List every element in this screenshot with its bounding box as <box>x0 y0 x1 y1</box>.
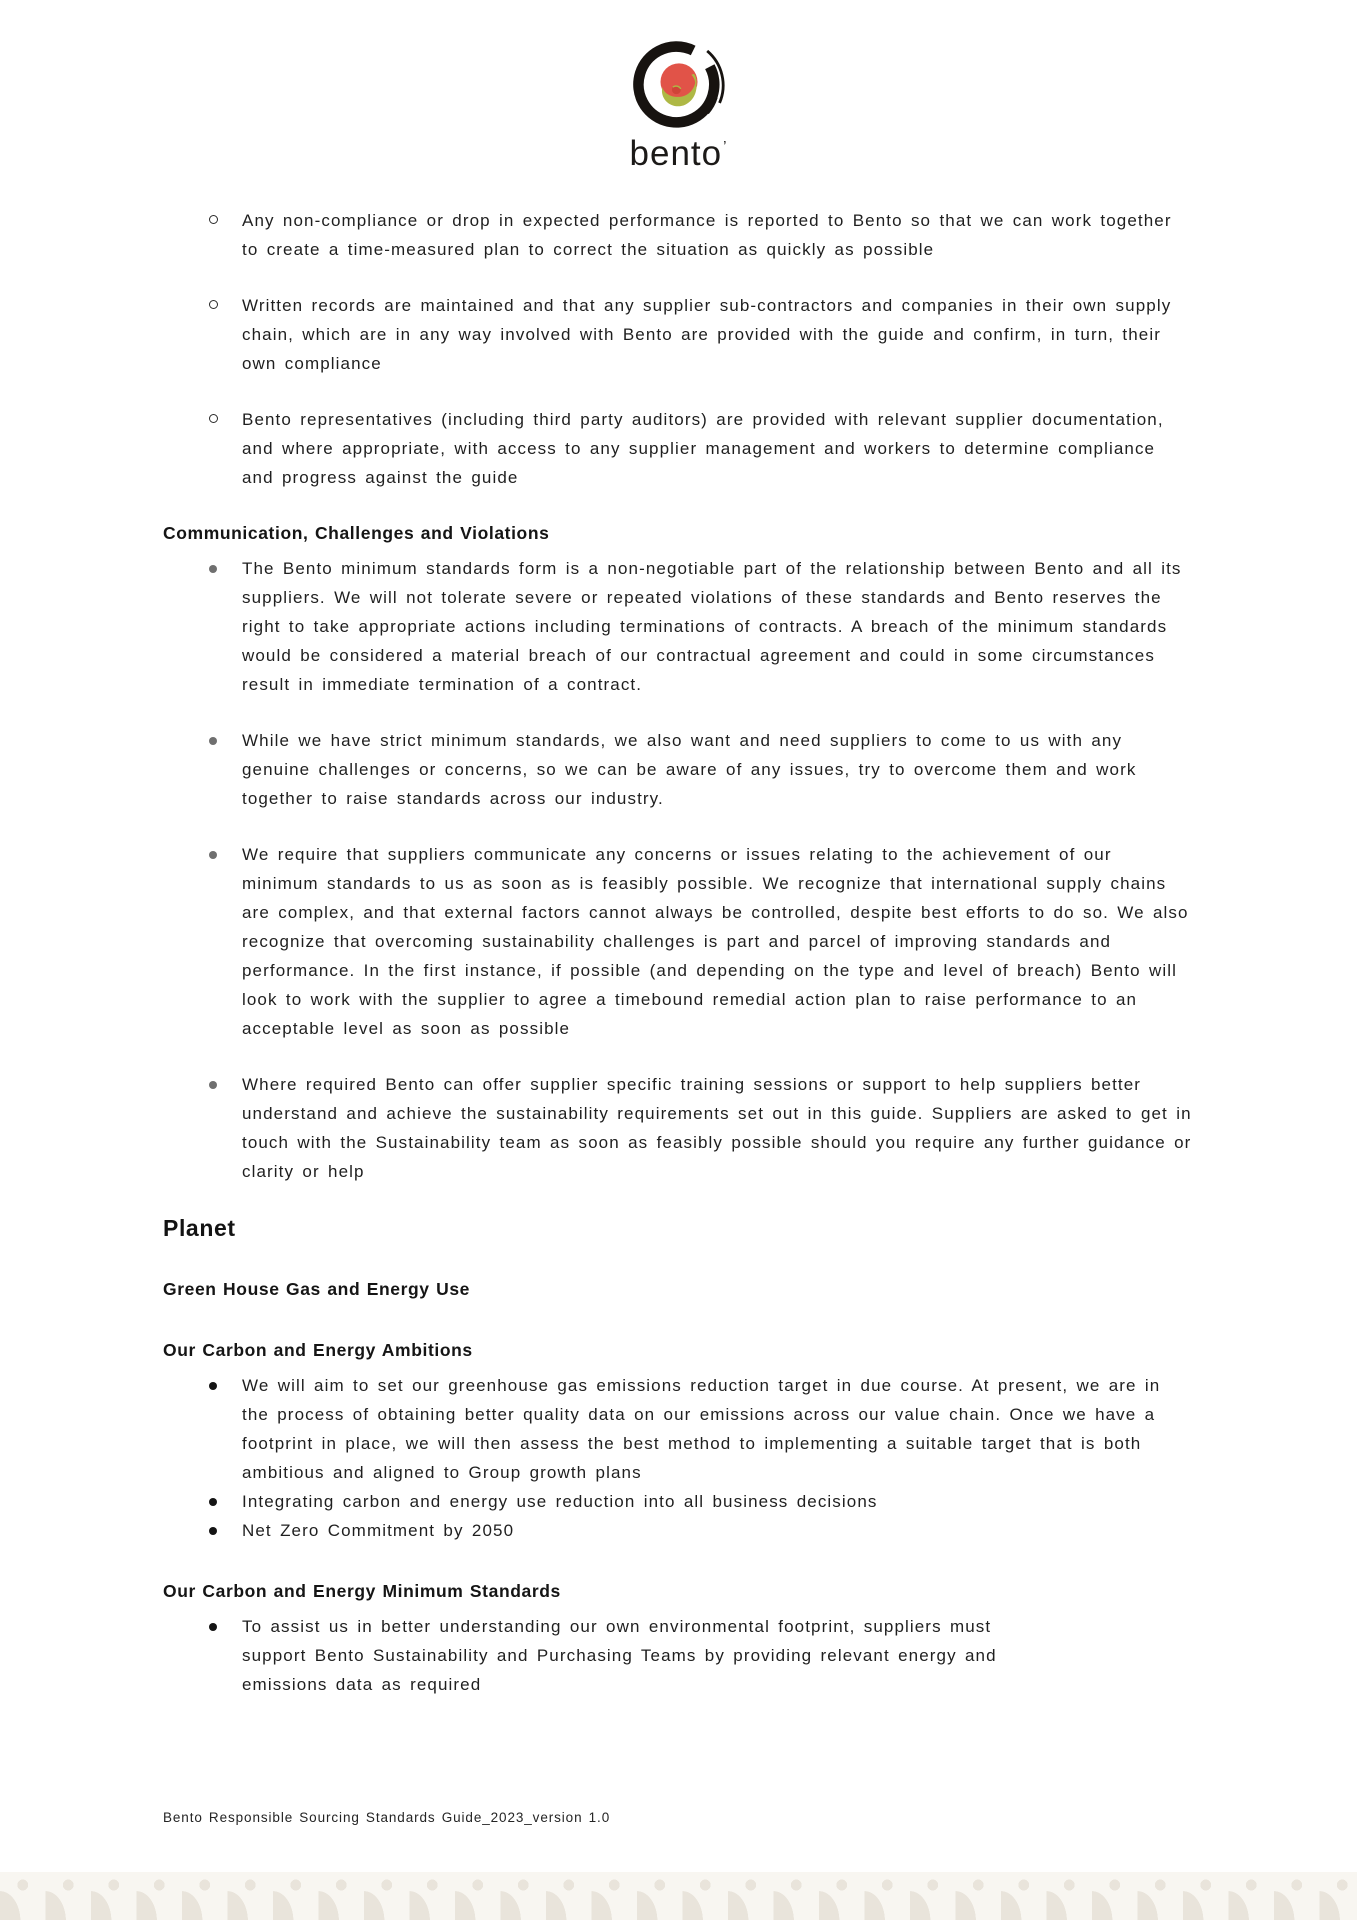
communication-bullet-list <box>163 554 1193 1186</box>
disc-bullet-icon <box>163 1070 242 1186</box>
sub-bullet-item <box>163 291 1193 378</box>
bottom-scallop-decoration <box>0 1872 1357 1920</box>
document-content <box>163 206 1193 1699</box>
circle-bullet-icon <box>163 405 242 492</box>
bullet-item <box>163 1516 1193 1545</box>
bullet-item <box>163 1371 1193 1487</box>
sub-bullet-text: Bento representatives (including third party auditors) are provided with relevant supplier documentation, and where appropriate, with access to any supplier management and workers to determine compliance and progress against the guide <box>242 410 1164 487</box>
intro-sub-bullet-list <box>163 206 1193 492</box>
disc-bullet-icon <box>163 1516 242 1545</box>
bullet-item <box>163 1612 1193 1699</box>
bullet-item <box>163 726 1193 813</box>
bullet-text: We require that suppliers communicate any concerns or issues relating to the achievement of our minimum standards to us as soon as is feasibly possible. We recognize that international supply chains are complex, and that external factors cannot always be controlled, despite best efforts to do so. We also recognize that overcoming sustainability challenges is part and parcel of improving standards and performance. In the first instance, if possible (and depending on the type and level of breach) Bento will look to work with the supplier to agree a timebound remedial action plan to raise performance to an acceptable level as soon as possible <box>242 845 1189 1038</box>
disc-bullet-icon <box>163 1371 242 1487</box>
carbon-ambitions-bullet-list <box>163 1371 1193 1545</box>
bullet-text: Where required Bento can offer supplier specific training sessions or support to help suppliers better understand and achieve the sustainability requirements set out in this guide. Suppliers are asked to get in touch with the Sustainability team as soon as feasibly possible should you require any further guidance or clarity or help <box>242 1075 1192 1181</box>
document-footer-text: Bento Responsible Sourcing Standards Guide_2023_version 1.0 <box>163 1810 611 1825</box>
disc-bullet-icon <box>163 1487 242 1516</box>
disc-bullet-icon <box>163 554 242 699</box>
bullet-item <box>163 840 1193 1043</box>
carbon-ambitions-heading: Our Carbon and Energy Ambitions <box>163 1340 473 1360</box>
bento-logo <box>0 36 1357 171</box>
disc-bullet-icon <box>163 840 242 1043</box>
disc-bullet-icon <box>163 726 242 813</box>
sub-bullet-text: Any non-compliance or drop in expected performance is reported to Bento so that we can work together to create a time-measured plan to correct the situation as quickly as possible <box>242 211 1172 259</box>
bento-logo-icon <box>626 36 732 140</box>
bullet-item <box>163 554 1193 699</box>
carbon-minimum-standards-bullet-list <box>163 1612 1193 1699</box>
sub-bullet-item <box>163 206 1193 264</box>
planet-heading: Planet <box>163 1215 236 1241</box>
carbon-minimum-standards-heading: Our Carbon and Energy Minimum Standards <box>163 1581 561 1601</box>
bullet-item <box>163 1487 1193 1516</box>
disc-bullet-icon <box>163 1612 242 1699</box>
logo-tick-mark: ’ <box>723 138 728 155</box>
circle-bullet-icon <box>163 206 242 264</box>
bullet-item <box>163 1070 1193 1186</box>
bullet-text: Net Zero Commitment by 2050 <box>242 1521 515 1540</box>
ghg-heading: Green House Gas and Energy Use <box>163 1279 470 1299</box>
bullet-text: While we have strict minimum standards, we also want and need suppliers to come to us with any genuine challenges or concerns, so we can be aware of any issues, try to overcome them and work together to raise standards across our industry. <box>242 731 1137 808</box>
bullet-text: We will aim to set our greenhouse gas emissions reduction target in due course. At present, we are in the process of obtaining better quality data on our emissions across our value chain. Once we have a footprint in place, we will then assess the best method to implementing a suitable target that is both ambitious and aligned to Group growth plans <box>242 1376 1161 1482</box>
bullet-text: To assist us in better understanding our own environmental footprint, suppliers must support Bento Sustainability and Purchasing Teams by providing relevant energy and emissions data as required <box>242 1617 997 1694</box>
sub-bullet-text: Written records are maintained and that any supplier sub-contractors and companies in their own supply chain, which are in any way involved with Bento are provided with the guide and confirm, in turn, their own compliance <box>242 296 1172 373</box>
bullet-text: Integrating carbon and energy use reduction into all business decisions <box>242 1492 878 1511</box>
sub-bullet-item <box>163 405 1193 492</box>
bento-logo-wordmark: bento’ <box>629 134 728 173</box>
bullet-text: The Bento minimum standards form is a non-negotiable part of the relationship between Bento and all its suppliers. We will not tolerate severe or repeated violations of these standards and Bento reserves the right to take appropriate actions including terminations of contracts. A breach of the minimum standards would be considered a material breach of our contractual agreement and could in some circumstances result in immediate termination of a contract. <box>242 559 1182 694</box>
circle-bullet-icon <box>163 291 242 378</box>
communication-section-heading: Communication, Challenges and Violations <box>163 523 550 543</box>
